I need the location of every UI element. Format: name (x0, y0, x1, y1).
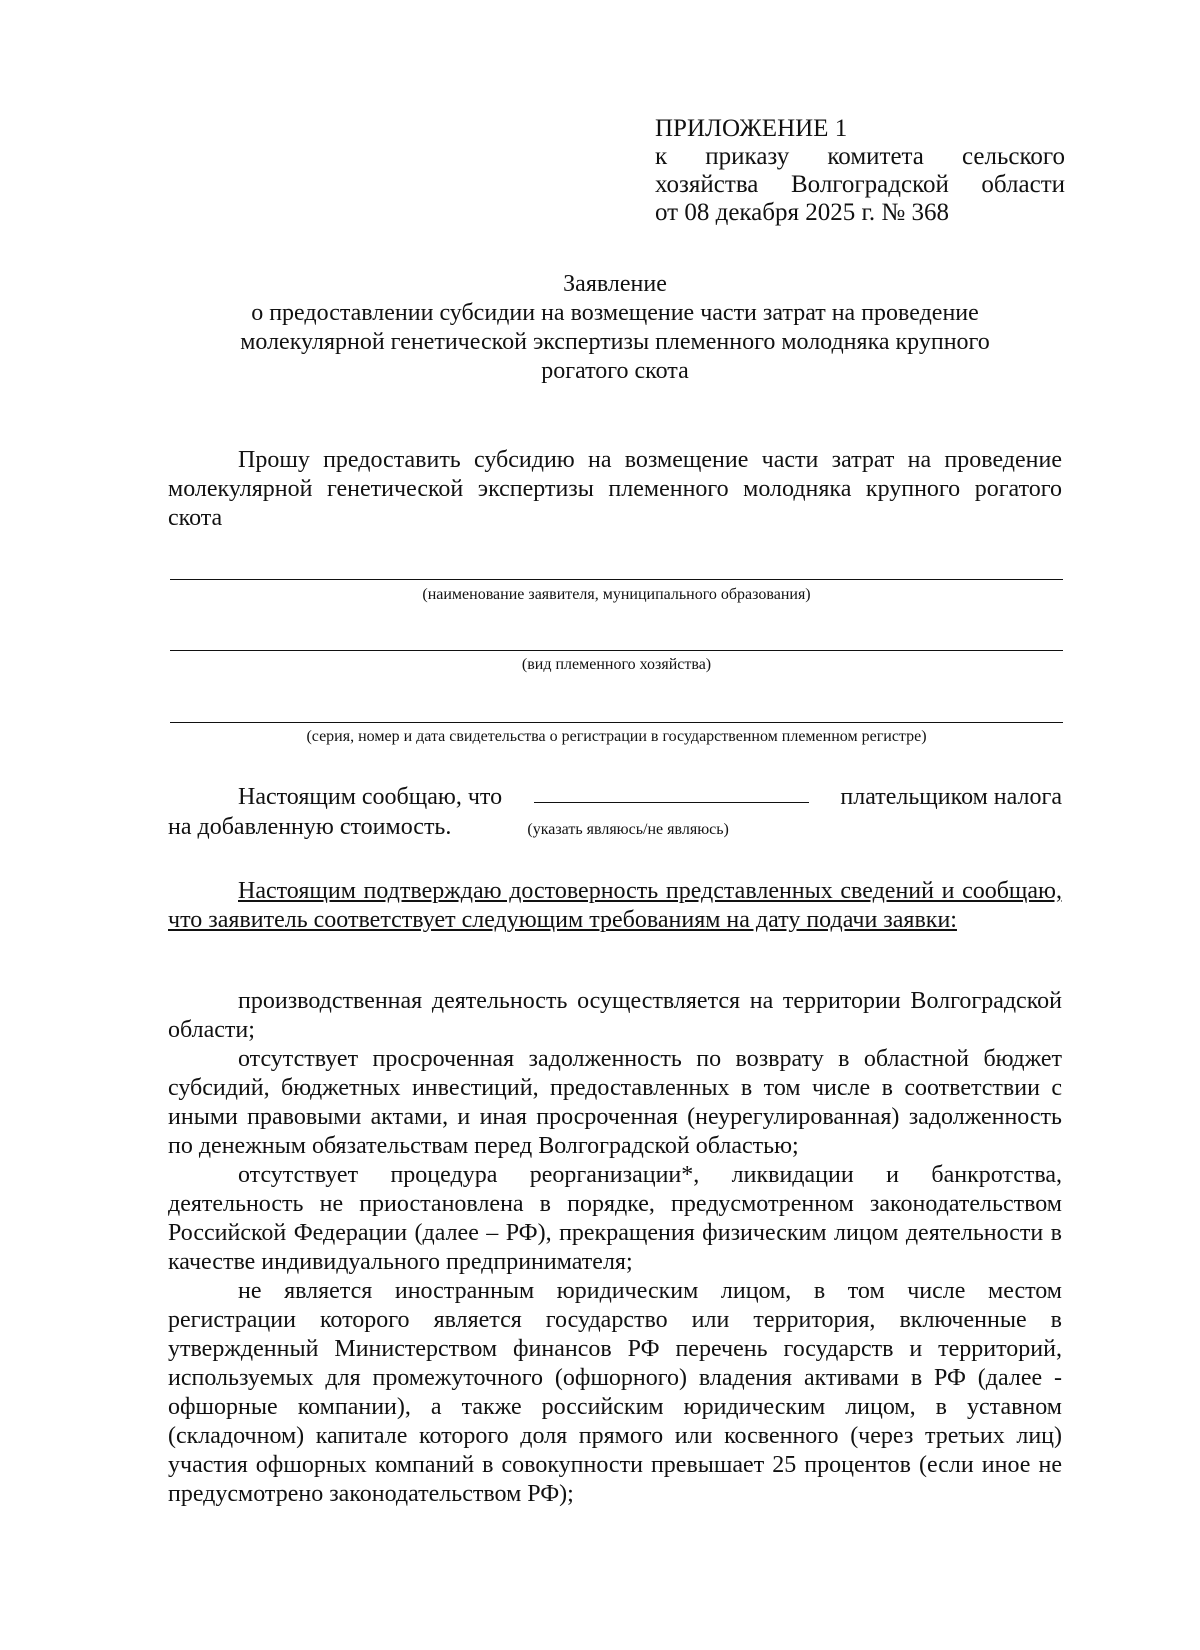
title-line-4: рогатого скота (541, 358, 689, 384)
vat-status-blank[interactable] (534, 782, 809, 803)
requirement-item: производственная деятельность осуществляется на территории Волгоградской области; (168, 988, 1062, 1043)
annex-order-line-1: к приказу комитета сельского (655, 143, 1065, 170)
vat-prefix: Настоящим сообщаю, что (238, 784, 503, 810)
requirement-item: отсутствует просроченная задолженность по возврату в областной бюджет субсидий, бюджетных инвестиций, предоставленных в том числе в соответствии с иными правовыми актами, и иная просроченная (неурегулированная) задолженность по денежным обязательствам перед Волгоградской областью; (168, 1046, 1062, 1159)
farm-type-field-line[interactable] (170, 650, 1063, 651)
annex-heading: ПРИЛОЖЕНИЕ 1 (655, 115, 848, 142)
annex-order-date: от 08 декабря 2025 г. № 368 (655, 199, 950, 226)
title-line-1: Заявление (563, 271, 667, 297)
applicant-caption: (наименование заявителя, муниципального образования) (422, 586, 811, 603)
title-line-2: о предоставлении субсидии на возмещение части затрат на проведение (251, 300, 979, 326)
annex-order-line-2: хозяйства Волгоградской области (655, 171, 1065, 198)
requirement-item: не является иностранным юридическим лицом, в том числе местом регистрации которого является государство или территория, включенные в утвержденный Министерством финансов РФ перечень государств и территорий, используемых для промежуточного (офшорного) владения активами в РФ (далее - офшорные компании), а также российским юридическим лицом, в уставном (складочном) капитале которого доля прямого или косвенного (через третьих лиц) участия офшорных компаний в совокупности превышает 25 процентов (если иное не предусмотрено законодательством РФ); (168, 1278, 1062, 1507)
certificate-caption: (серия, номер и дата свидетельства о регистрации в государственном племенном регистре) (306, 728, 927, 745)
confirmation-paragraph: Настоящим подтверждаю достоверность представленных сведений и сообщаю, что заявитель соответствует следующим требованиям на дату подачи заявки: (168, 878, 1062, 933)
requirement-item: отсутствует процедура реорганизации*, ликвидации и банкротства, деятельность не приостановлена в порядке, предусмотренном законодательством Российской Федерации (далее – РФ), прекращения физическим лицом деятельности в качестве индивидуального предпринимателя; (168, 1162, 1062, 1275)
title-line-3: молекулярной генетической экспертизы племенного молодняка крупного (240, 329, 990, 355)
document-title (0, 270, 1200, 386)
vat-suffix: плательщиком налога (840, 784, 1062, 810)
vat-statement (168, 782, 1062, 845)
certificate-field-line[interactable] (170, 722, 1063, 723)
vat-line-2: на добавленную стоимость. (168, 814, 452, 840)
farm-type-caption: (вид племенного хозяйства) (521, 656, 712, 673)
annex-header (655, 115, 1065, 227)
vat-hint: (указать являюсь/не являюсь) (527, 821, 729, 838)
request-paragraph: Прошу предоставить субсидию на возмещение части затрат на проведение молекулярной генетической экспертизы племенного молодняка крупного рогатого скота (168, 447, 1062, 531)
applicant-field-line[interactable] (170, 579, 1063, 580)
requirements-list (168, 987, 1062, 1509)
